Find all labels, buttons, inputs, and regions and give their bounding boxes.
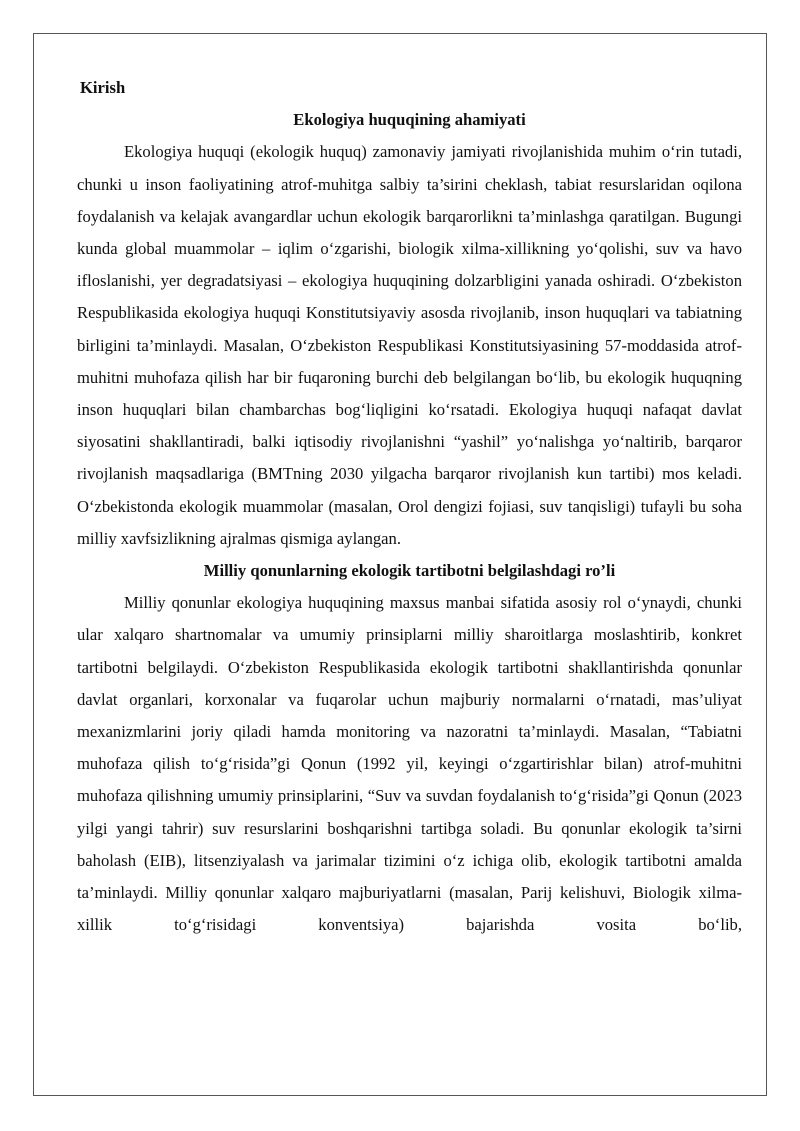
intro-heading: Kirish xyxy=(80,78,126,97)
paragraph-national-laws: Milliy qonunlar ekologiya huquqining maxsus manbai sifatida asosiy rol o‘ynaydi, chunki ular xalqaro shartnomalar va umumiy prinsiplarni milliy sharoitlarga moslashtirib, konkret tartibotni belgilaydi. O‘zbekiston Respublikasida ekologik tartibotni shakllantirishda qonunlar davlat organlari, korxonalar va fuqarolar uchun majburiy normalarni o‘rnatadi, mas’uliyat mexanizmlarini joriy qiladi hamda monitoring va nazoratni ta’minlaydi. Masalan, “Tabiatni muhofaza qilish to‘g‘risida”gi Qonun (1992 yil, keyingi o‘zgartirishlar bilan) atrof-muhitni muhofaza qilishning umumiy prinsiplarini, “Suv va suvdan foydalanish to‘g‘risida”gi Qonun (2023 yilgi yangi tahrir) suv resurslarini boshqarishni tartibga soladi. Bu qonunlar ekologik ta’sirni baholash (EIB), litsenziyalash va jarimalar tizimini o‘z ichiga olib, ekologik tartibotni amalda ta’minlaydi. Milliy qonunlar xalqaro majburiyatlarni (masalan, Parij kelishuvi, Biologik xilma-xillik to‘g‘risidagi konventsiya) bajarishda vosita bo‘lib, xyxy=(77,593,742,935)
section-title-national-laws: Milliy qonunlarning ekologik tartibotni belgilashdagi ro’li xyxy=(203,561,616,581)
paragraph-ecology-law: Ekologiya huquqi (ekologik huquq) zamonaviy jamiyati rivojlanishida muhim o‘rin tutadi, chunki u inson faoliyatining atrof-muhitga salbiy ta’sirini cheklash, tabiat resurslaridan oqilona foydalanish va kelajak avangardlar uchun ekologik barqarorlikni ta’minlashga qaratilgan. Bugungi kunda global muammolar – iqlim o‘zgarishi, biologik xilma-xillikning yo‘qolishi, suv va havo ifloslanishi, yer degradatsiyasi – ekologiya huquqining dolzarbligini yanada oshiradi. O‘zbekiston Respublikasida ekologiya huquqi Konstitutsiyaviy asosda rivojlanib, inson huquqlari va tabiatning birligini ta’minlaydi. Masalan, O‘zbekiston Respublikasi Konstitutsiyasining 57-moddasida atrof-muhitni muhofaza qilish har bir fuqaroning burchi deb belgilangan bo‘lib, bu ekologik huquqning inson huquqlari bilan chambarchas bog‘liqligini ko‘rsatadi. Ekologiya huquqi nafaqat davlat siyosatini shakllantiradi, balki iqtisodiy rivojlanishni “yashil” yo‘nalishga yo‘naltirib, barqaror rivojlanish maqsadlariga (BMTning 2030 yilgacha barqaror rivojlanish kun tartibi) mos keladi. O‘zbekistonda ekologik muammolar (masalan, Orol dengizi fojiasi, suv tanqisligi) tufayli bu soha milliy xavfsizlikning ajralmas qismiga aylangan. xyxy=(77,142,742,548)
section-title-ecology-law: Ekologiya huquqining ahamiyati xyxy=(293,110,526,130)
document-body xyxy=(77,72,742,941)
